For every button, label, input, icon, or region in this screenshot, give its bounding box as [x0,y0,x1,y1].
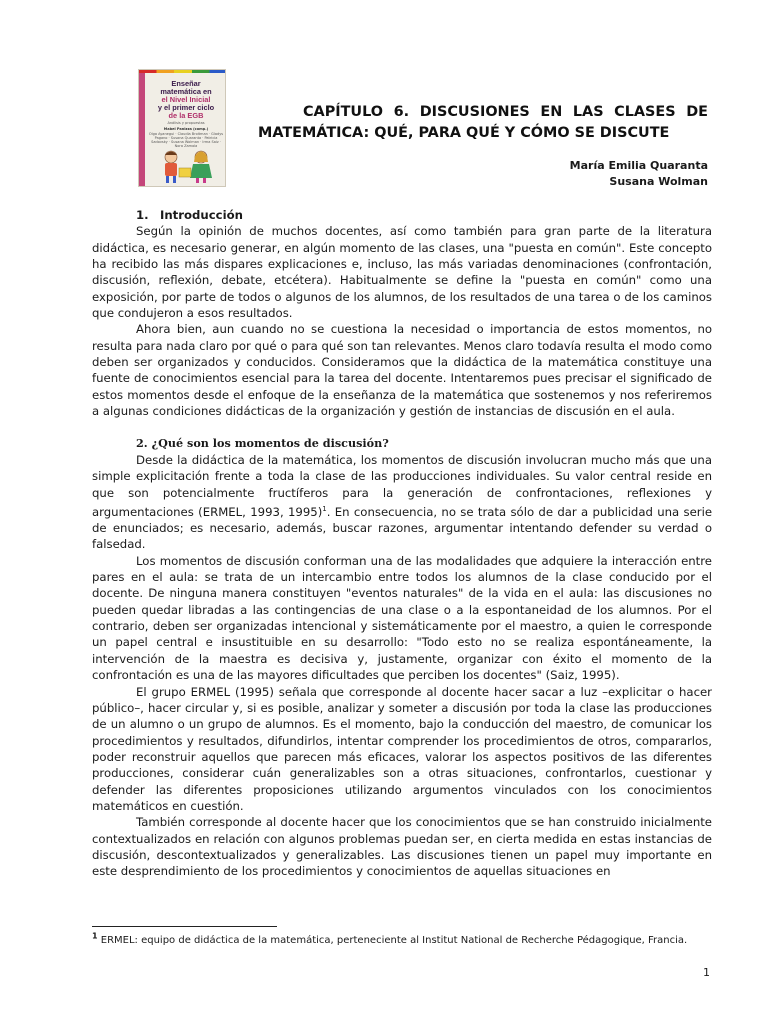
book-cover-image [138,69,226,187]
cover-title-line: de la EGB [168,111,204,120]
page-number: 1 [703,966,710,979]
authors [570,158,708,190]
paragraph [92,452,712,553]
cover-children-illustration [155,148,219,184]
paragraph: También corresponde al docente hacer que los conocimientos que se han construido inicialmente contextualizados en relación con algunos problemas puedan ser, en cierta medida en estas instancias de discusión, descontextualizados y generalizables. Las discusiones tienen un papel muy importante en este desprendimiento de los procedimientos y conocimientos de aquellas situaciones en [92,815,712,879]
paragraph: Los momentos de discusión conforman una de las modalidades que adquiere la interacción entre pares en el aula: se trata de un intercambio entre todos los alumnos de la clase conducido por el docente. De ninguna manera constituyen "eventos naturales" de la vida en el aula: las discusiones no pueden quedar libradas a las contingencias de una clase o a la espontaneidad de los alumnos. Por el contrario, deben ser organizadas intencional y sistemáticamente por el maestro, a quien le corresponde un papel central e insustituible en su desarrollo: "Todo esto no se realiza espontáneamente, la intervención de la maestra es decisiva y, justamente, organizar con éxito el momento de la confrontación es una de las mayores dificultades que perciben los docentes" (Saiz, 1995). [92,553,712,683]
author-name: Susana Wolman [609,175,708,188]
section-heading-momentos-discusion: 2. ¿Qué son los momentos de discusión? [136,436,389,451]
footnote-text: ERMEL: equipo de didáctica de la matemática, perteneciente al Institut National de Recherche Pédagogique, Francia. [97,935,688,946]
footnote-separator [92,926,277,927]
author-name: María Emilia Quaranta [569,159,708,172]
cover-title-line: matemática en [160,87,212,96]
cover-title-line: Enseñar [171,79,201,88]
section-number: 1. [136,208,149,222]
cover-color-stripe [139,70,226,73]
section-heading-introduccion [92,207,712,223]
chapter-title-line-2: MATEMÁTICA: QUÉ, PARA QUÉ Y CÓMO SE DISCUTE [258,125,670,141]
document-body [92,207,712,880]
footnote-reference[interactable]: 1 [322,504,327,513]
cover-contributors: Olga Ayanegui · Claudia Broitman · Gladys Pagano · Susana Quaranta · Patricia Sadovsky · Susana Wolman · Irma Saiz · Nora Zamola [148,132,224,148]
cover-subtitle: Análisis y propuestas [167,121,205,125]
paragraph: Ahora bien, aun cuando no se cuestiona la necesidad o importancia de estos momentos, no resulta para nada claro por qué o para qué son tan relevantes. Menos claro todavía resulta el modo como deben ser organizados y conducidos. Consideramos que la didáctica de la matemática constituye una fuente de conocimientos esencial para la tarea del docente. Intentaremos pues precisar el significado de estos momentos desde el enfoque de la enseñanza de la matemática que sostenemos y nos referiremos a algunas condiciones didácticas de la organización y gestión de instancias de discusión en el aula. [92,322,712,419]
chapter-title [258,102,708,144]
paragraph-text: Desde la didáctica de la matemática, los momentos de discusión involucran mucho más que una simple explicitación frente a toda la clase de las producciones individuales. Su valor central reside en que son potencialmente fructíferos para la generación de confrontaciones, reflexiones y argumentaciones (ERMEL, 1993, 1995) [92,452,712,519]
footnote [92,933,712,948]
cover-title-line: y el primer ciclo [157,103,215,112]
paragraph-text: . En consecuencia, no se trata sólo de dar a publicidad una serie de enunciados; es necesario, además, buscar razones, argumentar intentando defender su verdad o falsedad. [92,504,713,552]
paragraph: Según la opinión de muchos docentes, así como también para gran parte de la literatura didáctica, es necesario generar, en algún momento de las clases, una "puesta en común". Este concepto ha recibido las más dispares explicaciones e, incluso, las más variadas denominaciones (confrontación, discusión, reflexión, debate, etcétera). Habitualmente se define la "puesta en común" como una exposición, por parte de todos o algunos de los alumnos, de los resultados de una tarea o de los caminos que condujeron a esos resultados. [92,224,712,321]
section-heading-text: Introducción [160,208,243,222]
footnote-number: 1 [92,931,98,941]
cover-editor: Mabel Panizza (comp.) [163,127,209,131]
paragraph: El grupo ERMEL (1995) señala que corresponde al docente hacer sacar a luz –explicitar o hacer público–, hacer circular y, si es posible, analizar y someter a discusión por toda la clase las producciones de un alumno o un grupo de alumnos. Es el momento, bajo la conducción del maestro, de comunicar los procedimientos y resultados, difundirlos, intentar comprender los procedimientos de otros, compararlos, poder reconstruir aquellos que parecen más eficaces, valorar los aspectos positivos de las diferentes producciones, considerar cuán generalizables son a otras situaciones, confrontarlos, cuestionar y defender las diferentes proposiciones utilizando argumentos vinculados con los conocimientos matemáticos en cuestión. [92,684,712,813]
chapter-title-line-1: CAPÍTULO 6. DISCUSIONES EN LAS CLASES DE [303,104,708,120]
cover-title-line: el Nivel Inicial [161,95,211,104]
